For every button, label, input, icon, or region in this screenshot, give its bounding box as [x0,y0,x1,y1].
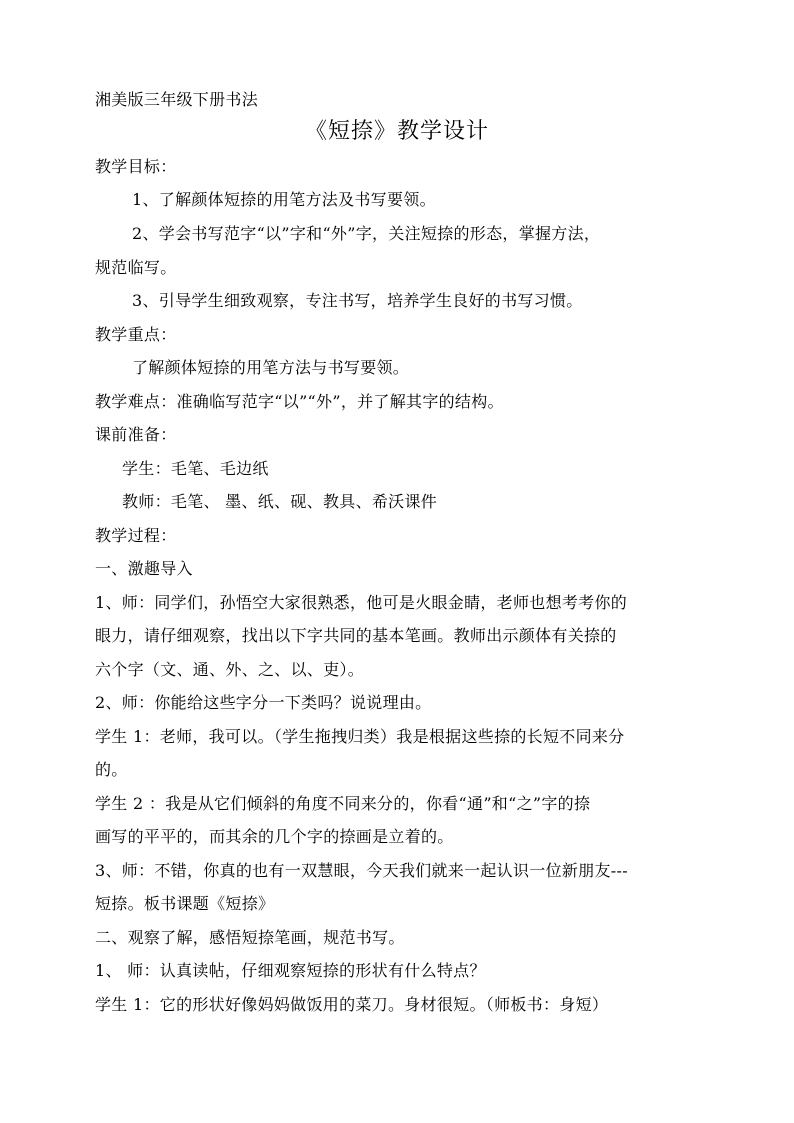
section-heading-process: 教学过程： [95,526,177,545]
paragraph-line: 2、师：你能给这些字分一下类吗？说说理由。 [95,693,432,712]
process-step-2-heading: 二、观察了解，感悟短捺笔画，规范书写。 [95,928,405,947]
objective-2: 2、学会书写范字“以”字和“外”字，关注短捺的形态，掌握方法， [132,224,601,243]
difficulty-line: 教学难点：准确临写范字“以”“外”，并了解其字的结构。 [95,392,504,411]
document-title: 《短捺》教学设计 [304,119,489,144]
objective-1: 1、了解颜体短捺的用笔方法及书写要领。 [132,190,436,209]
paragraph-line: 1、师：同学们，孙悟空大家很熟悉，他可是火眼金睛，老师也想考考你的 [95,593,628,612]
section-heading-key-points: 教学重点： [95,325,177,344]
section-heading-preparation: 课前准备： [95,425,177,444]
paragraph-line: 短捺。板书课题《短捺》 [95,894,275,913]
paragraph-line: 学生 1：老师，我可以。（学生拖拽归类）我是根据这些捺的长短不同来分 [95,727,625,746]
paragraph-line: 1、 师：认真读帖，仔细观察短捺的形状有什么特点？ [95,961,486,980]
section-heading-objectives: 教学目标： [95,157,177,176]
paragraph-line: 学生 2 ：我是从它们倾斜的角度不同来分的，你看“通”和“之”字的捺 [95,794,591,813]
paragraph-line: 学生 1：它的形状好像妈妈做饭用的菜刀。身材很短。（师板书：身短） [95,995,609,1014]
paragraph-line: 画写的平平的，而其余的几个字的捺画是立着的。 [95,827,454,846]
document-header: 湘美版三年级下册书法 [95,90,259,109]
paragraph-line: 的。 [95,760,128,779]
prep-teacher: 教师：毛笔、 墨、纸、砚、教具、希沃课件 [122,492,438,511]
objective-3: 3、引导学生细致观察，专注书写，培养学生良好的书写习惯。 [132,291,583,310]
prep-students: 学生：毛笔、毛边纸 [122,459,269,478]
paragraph-line: 眼力，请仔细观察，找出以下字共同的基本笔画。教师出示颜体有关捺的 [95,626,617,645]
paragraph-line: 3、师：不错，你真的也有一双慧眼，今天我们就来一起认识一位新朋友--- [95,861,628,880]
objective-2-cont: 规范临写。 [95,258,177,277]
process-step-1-heading: 一、激趣导入 [95,559,193,578]
paragraph-line: 六个字（文、通、外、之、以、吏）。 [95,660,365,679]
key-point: 了解颜体短捺的用笔方法与书写要领。 [132,358,410,377]
